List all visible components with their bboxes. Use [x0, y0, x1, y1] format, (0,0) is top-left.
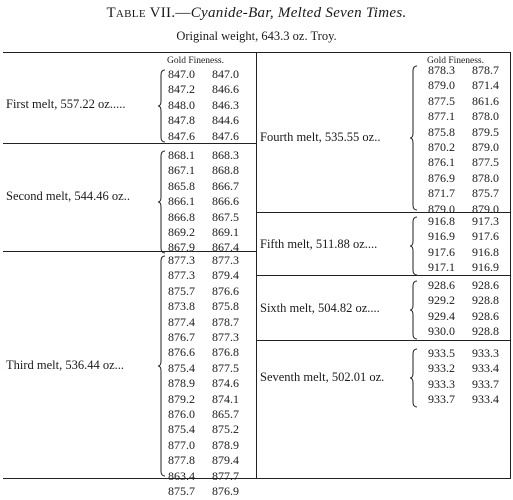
- fineness-value-b: 879.4: [212, 268, 239, 283]
- fineness-row: [168, 392, 239, 407]
- fineness-row: [168, 453, 239, 468]
- fineness-value-b: 868.3: [212, 148, 239, 162]
- fineness-value-a: 875.8: [428, 124, 455, 139]
- fineness-row: [168, 82, 239, 97]
- fineness-value-b: 878.7: [472, 63, 499, 77]
- fineness-value-b: 877.5: [212, 360, 239, 375]
- fineness-value-b: 933.7: [472, 376, 499, 391]
- fineness-value-a: 877.5: [428, 93, 455, 108]
- fineness-value-a: 871.7: [428, 186, 455, 201]
- fineness-row: [428, 392, 499, 407]
- fineness-row: [168, 179, 239, 194]
- table-top-rule: [3, 52, 511, 53]
- melt-label-fourth: Fourth melt, 535.55 oz..: [260, 130, 381, 144]
- fineness-row: [168, 129, 239, 144]
- fineness-value-b: 876.6: [212, 283, 239, 298]
- fineness-value-a: 917.6: [428, 244, 455, 259]
- fineness-value-a: 875.4: [168, 422, 195, 437]
- fineness-value-a: 847.6: [168, 128, 195, 143]
- fineness-value-b: 876.8: [212, 345, 239, 360]
- fineness-value-b: 876.9: [212, 484, 239, 499]
- fineness-value-a: 876.7: [168, 330, 195, 345]
- fineness-value-a: 933.3: [428, 376, 455, 391]
- fineness-value-a: 847.2: [168, 82, 195, 97]
- fineness-row: [168, 330, 239, 345]
- brace-third: [158, 255, 164, 477]
- melt-values-fourth: [428, 63, 499, 217]
- table-title: [0, 5, 513, 22]
- fineness-value-a: 865.8: [168, 178, 195, 193]
- fineness-value-a: 847.0: [168, 67, 195, 81]
- brace-fourth: [410, 65, 416, 211]
- fineness-row: [168, 148, 239, 163]
- fineness-value-b: 878.9: [212, 437, 239, 452]
- melt-values-sixth: [428, 278, 499, 340]
- brace-second: [158, 150, 164, 254]
- fineness-row: [428, 346, 499, 361]
- fineness-value-a: 863.4: [168, 468, 195, 483]
- melt-label-fifth: Fifth melt, 511.88 oz....: [260, 237, 378, 251]
- fineness-value-a: 866.8: [168, 209, 195, 224]
- brace-sixth: [410, 280, 416, 340]
- fineness-row: [168, 163, 239, 178]
- fineness-row: [168, 484, 239, 499]
- fineness-value-b: 879.0: [472, 201, 499, 216]
- fineness-value-b: 928.6: [472, 278, 499, 292]
- fineness-value-a: 876.1: [428, 155, 455, 170]
- fineness-row: [168, 268, 239, 283]
- melt-values-fifth: [428, 214, 499, 276]
- fineness-value-a: 916.9: [428, 229, 455, 244]
- fineness-row: [428, 140, 499, 155]
- melt-values-second: [168, 148, 239, 256]
- fineness-row: [168, 113, 239, 128]
- table-title-prefix: Table VII.—: [106, 5, 191, 21]
- fineness-value-b: 877.7: [212, 468, 239, 483]
- fineness-row: [428, 324, 499, 339]
- gold-fineness-header-right: Gold Fineness.: [427, 56, 484, 66]
- melt-label-sixth: Sixth melt, 504.82 oz....: [260, 301, 380, 315]
- fineness-value-a: 877.3: [168, 253, 195, 267]
- fineness-row: [428, 361, 499, 376]
- fineness-value-a: 928.6: [428, 278, 455, 292]
- fineness-value-b: 866.6: [212, 194, 239, 209]
- fineness-row: [428, 229, 499, 244]
- fineness-value-b: 866.7: [212, 178, 239, 193]
- fineness-value-b: 928.6: [472, 308, 499, 323]
- melt-values-third: [168, 253, 239, 500]
- melt-label-third: Third melt, 536.44 oz...: [6, 358, 125, 372]
- fineness-value-a: 878.3: [428, 63, 455, 77]
- brace-first: [158, 69, 164, 143]
- fineness-value-b: 847.0: [212, 67, 239, 81]
- fineness-value-a: 876.6: [168, 345, 195, 360]
- table-subtitle: Original weight, 643.3 oz. Troy.: [176, 29, 337, 43]
- fineness-value-a: 875.7: [168, 484, 195, 499]
- fineness-value-a: 929.4: [428, 308, 455, 323]
- fineness-row: [428, 293, 499, 308]
- fineness-value-b: 871.4: [472, 78, 499, 93]
- fineness-value-b: 878.0: [472, 170, 499, 185]
- fineness-value-a: 875.7: [168, 283, 195, 298]
- brace-seventh: [410, 348, 416, 408]
- fineness-value-b: 916.8: [472, 244, 499, 259]
- fineness-value-a: 868.1: [168, 148, 195, 162]
- fineness-value-b: 874.1: [212, 391, 239, 406]
- fineness-value-a: 878.9: [168, 376, 195, 391]
- fineness-value-a: 875.4: [168, 360, 195, 375]
- fineness-value-a: 879.2: [168, 391, 195, 406]
- fineness-row: [168, 284, 239, 299]
- fineness-value-a: 870.2: [428, 140, 455, 155]
- table-title-italic: Cyanide-Bar, Melted Seven Times.: [190, 5, 407, 21]
- fineness-value-a: 873.8: [168, 299, 195, 314]
- fineness-row: [168, 422, 239, 437]
- fineness-row: [168, 98, 239, 113]
- fineness-value-b: 847.6: [212, 128, 239, 143]
- fineness-value-a: 933.5: [428, 346, 455, 360]
- melt-label-seventh: Seventh melt, 502.01 oz.: [260, 370, 385, 384]
- fineness-value-b: 917.3: [472, 214, 499, 228]
- fineness-value-b: 878.0: [472, 109, 499, 124]
- fineness-row: [428, 109, 499, 124]
- fineness-value-a: 867.9: [168, 240, 195, 255]
- fineness-value-a: 916.8: [428, 214, 455, 228]
- fineness-row: [428, 309, 499, 324]
- fineness-row: [168, 253, 239, 268]
- fineness-value-b: 877.3: [212, 330, 239, 345]
- fineness-value-b: 865.7: [212, 407, 239, 422]
- fineness-value-b: 916.9: [472, 260, 499, 275]
- fineness-row: [428, 186, 499, 201]
- fineness-value-a: 917.1: [428, 260, 455, 275]
- fineness-row: [428, 214, 499, 229]
- fineness-value-b: 861.6: [472, 93, 499, 108]
- fineness-value-b: 933.4: [472, 392, 499, 407]
- fineness-value-a: 877.0: [168, 437, 195, 452]
- fineness-row: [428, 78, 499, 93]
- fineness-row: [428, 260, 499, 275]
- fineness-value-b: 846.6: [212, 82, 239, 97]
- fineness-value-a: 876.9: [428, 170, 455, 185]
- fineness-value-b: 875.2: [212, 422, 239, 437]
- fineness-value-b: 874.6: [212, 376, 239, 391]
- fineness-value-a: 933.7: [428, 392, 455, 407]
- fineness-value-b: 844.6: [212, 113, 239, 128]
- fineness-value-b: 879.4: [212, 453, 239, 468]
- table-center-divider: [256, 52, 257, 478]
- fineness-value-b: 878.7: [212, 314, 239, 329]
- fineness-row: [168, 225, 239, 240]
- fineness-value-a: 847.8: [168, 113, 195, 128]
- fineness-value-a: 879.0: [428, 201, 455, 216]
- fineness-value-b: 875.7: [472, 186, 499, 201]
- fineness-row: [168, 469, 239, 484]
- fineness-row: [428, 94, 499, 109]
- fineness-row: [428, 155, 499, 170]
- fineness-value-a: 869.2: [168, 225, 195, 240]
- fineness-value-b: 867.5: [212, 209, 239, 224]
- fineness-row: [428, 377, 499, 392]
- fineness-value-b: 917.6: [472, 229, 499, 244]
- fineness-row: [168, 345, 239, 360]
- fineness-row: [428, 278, 499, 293]
- fineness-row: [168, 361, 239, 376]
- fineness-value-a: 866.1: [168, 194, 195, 209]
- fineness-row: [168, 299, 239, 314]
- fineness-row: [168, 376, 239, 391]
- fineness-value-b: 879.5: [472, 124, 499, 139]
- fineness-value-b: 933.4: [472, 361, 499, 376]
- fineness-value-b: 867.4: [212, 240, 239, 255]
- row-separator-6-7: [256, 340, 510, 341]
- fineness-value-a: 933.2: [428, 361, 455, 376]
- fineness-value-b: 869.1: [212, 225, 239, 240]
- fineness-value-b: 846.3: [212, 97, 239, 112]
- fineness-row: [428, 245, 499, 260]
- table-bottom-rule: [3, 478, 511, 479]
- fineness-value-a: 879.0: [428, 78, 455, 93]
- fineness-value-b: 877.3: [212, 253, 239, 267]
- fineness-row: [168, 438, 239, 453]
- fineness-value-a: 929.2: [428, 293, 455, 308]
- fineness-value-b: 879.0: [472, 140, 499, 155]
- brace-fifth: [410, 216, 416, 276]
- melt-label-second: Second melt, 544.46 oz..: [6, 189, 130, 203]
- melt-values-seventh: [428, 346, 499, 408]
- fineness-value-a: 877.3: [168, 268, 195, 283]
- fineness-value-b: 877.5: [472, 155, 499, 170]
- fineness-row: [428, 171, 499, 186]
- gold-fineness-header-left: Gold Fineness.: [167, 56, 224, 66]
- fineness-value-b: 928.8: [472, 293, 499, 308]
- fineness-row: [168, 210, 239, 225]
- fineness-value-a: 867.1: [168, 163, 195, 178]
- fineness-value-a: 930.0: [428, 324, 455, 339]
- melt-label-first: First melt, 557.22 oz.....: [6, 97, 126, 111]
- fineness-value-b: 868.8: [212, 163, 239, 178]
- fineness-row: [168, 315, 239, 330]
- melt-values-first: [168, 67, 239, 144]
- fineness-row: [428, 63, 499, 78]
- fineness-row: [168, 194, 239, 209]
- fineness-value-b: 928.8: [472, 324, 499, 339]
- fineness-value-a: 876.0: [168, 407, 195, 422]
- fineness-value-a: 877.4: [168, 314, 195, 329]
- fineness-value-a: 877.8: [168, 453, 195, 468]
- fineness-value-b: 933.3: [472, 346, 499, 360]
- table-right-border: [510, 52, 511, 478]
- fineness-value-a: 848.0: [168, 97, 195, 112]
- fineness-value-b: 875.8: [212, 299, 239, 314]
- fineness-value-a: 877.1: [428, 109, 455, 124]
- fineness-row: [168, 67, 239, 82]
- fineness-row: [428, 125, 499, 140]
- fineness-row: [168, 407, 239, 422]
